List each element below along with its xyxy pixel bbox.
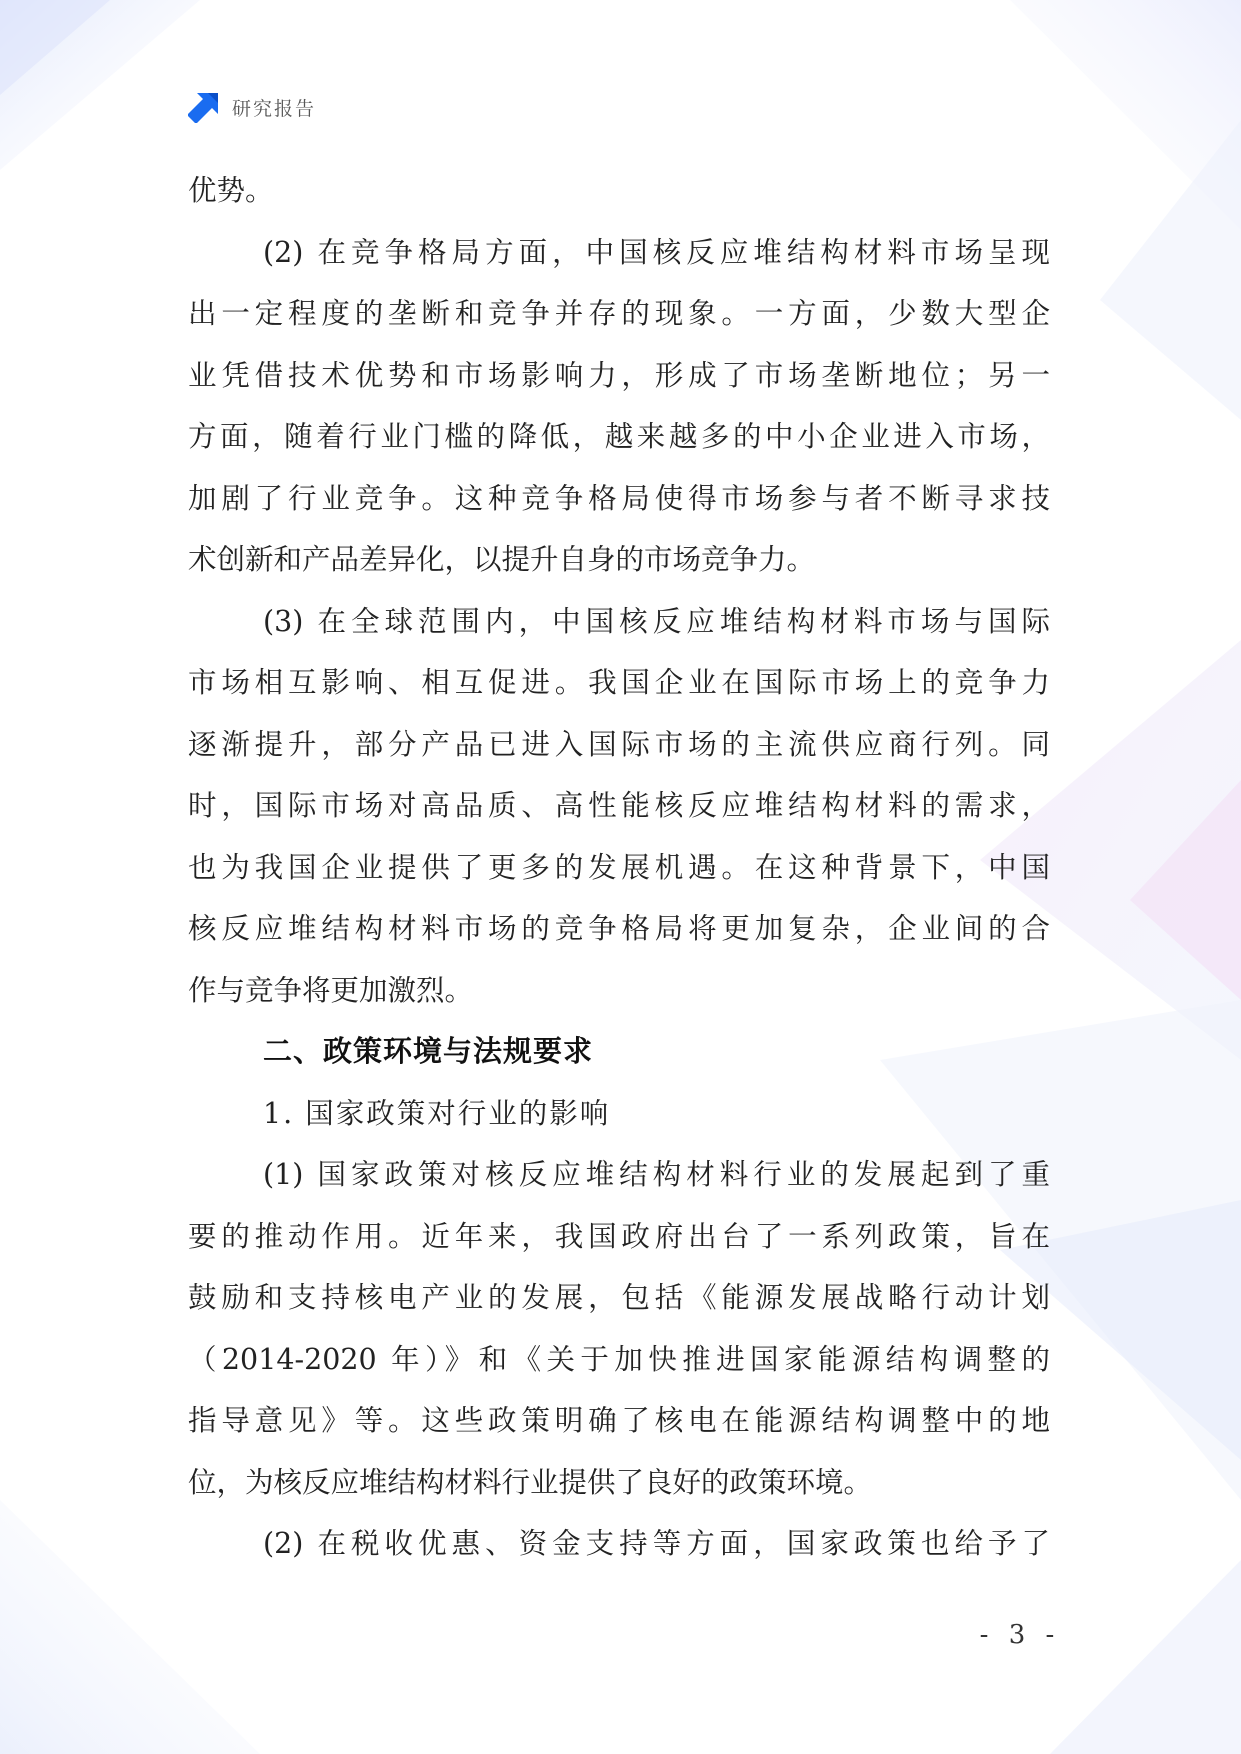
- text-line: 优势。: [188, 174, 274, 207]
- text-line: 加剧了行业竞争。这种竞争格局使得市场参与者不断寻求技: [188, 481, 1050, 515]
- text-line: (1) 国家政策对核反应堆结构材料行业的发展起到了重: [263, 1158, 1050, 1191]
- text-line: （2014-2020 年）》和《关于加快推进国家能源结构调整的: [188, 1342, 1050, 1376]
- text-line: 出一定程度的垄断和竞争并存的现象。一方面，少数大型企: [188, 297, 1050, 330]
- text-line: 指导意见》等。这些政策明确了核电在能源结构调整中的地: [188, 1404, 1050, 1437]
- arrow-up-right-icon: [188, 91, 220, 123]
- report-label: 研究报告: [232, 97, 317, 120]
- text-line: (3) 在全球范围内，中国核反应堆结构材料市场与国际: [263, 604, 1050, 638]
- page-header: [188, 90, 316, 124]
- body-text: [188, 160, 1050, 1575]
- text-line: (2) 在税收优惠、资金支持等方面，国家政策也给予了: [263, 1527, 1050, 1560]
- text-line: 业凭借技术优势和市场影响力，形成了市场垄断地位；另一: [188, 358, 1050, 392]
- subsection-heading: 1. 国家政策对行业的影响: [263, 1096, 611, 1130]
- text-line: 市场相互影响、相互促进。我国企业在国际市场上的竞争力: [188, 666, 1050, 699]
- text-line: 作与竞争将更加激烈。: [188, 973, 474, 1007]
- text-line: 时，国际市场对高品质、高性能核反应堆结构材料的需求，: [188, 789, 1050, 822]
- section-heading: 二、政策环境与法规要求: [263, 1034, 594, 1068]
- text-line: 也为我国企业提供了更多的发展机遇。在这种背景下，中国: [188, 850, 1050, 884]
- text-line: (2) 在竞争格局方面，中国核反应堆结构材料市场呈现: [263, 235, 1050, 269]
- text-line: 鼓励和支持核电产业的发展，包括《能源发展战略行动计划: [188, 1281, 1050, 1314]
- text-line: 逐渐提升，部分产品已进入国际市场的主流供应商行列。同: [188, 727, 1050, 761]
- text-line: 方面，随着行业门槛的降低，越来越多的中小企业进入市场，: [188, 420, 1050, 453]
- page-number: - 3 -: [979, 1620, 1061, 1650]
- text-line: 位，为核反应堆结构材料行业提供了良好的政策环境。: [188, 1465, 873, 1499]
- text-line: 核反应堆结构材料市场的竞争格局将更加复杂，企业间的合: [188, 912, 1050, 945]
- text-line: 术创新和产品差异化，以提升自身的市场竞争力。: [188, 543, 816, 576]
- text-line: 要的推动作用。近年来，我国政府出台了一系列政策，旨在: [188, 1219, 1050, 1253]
